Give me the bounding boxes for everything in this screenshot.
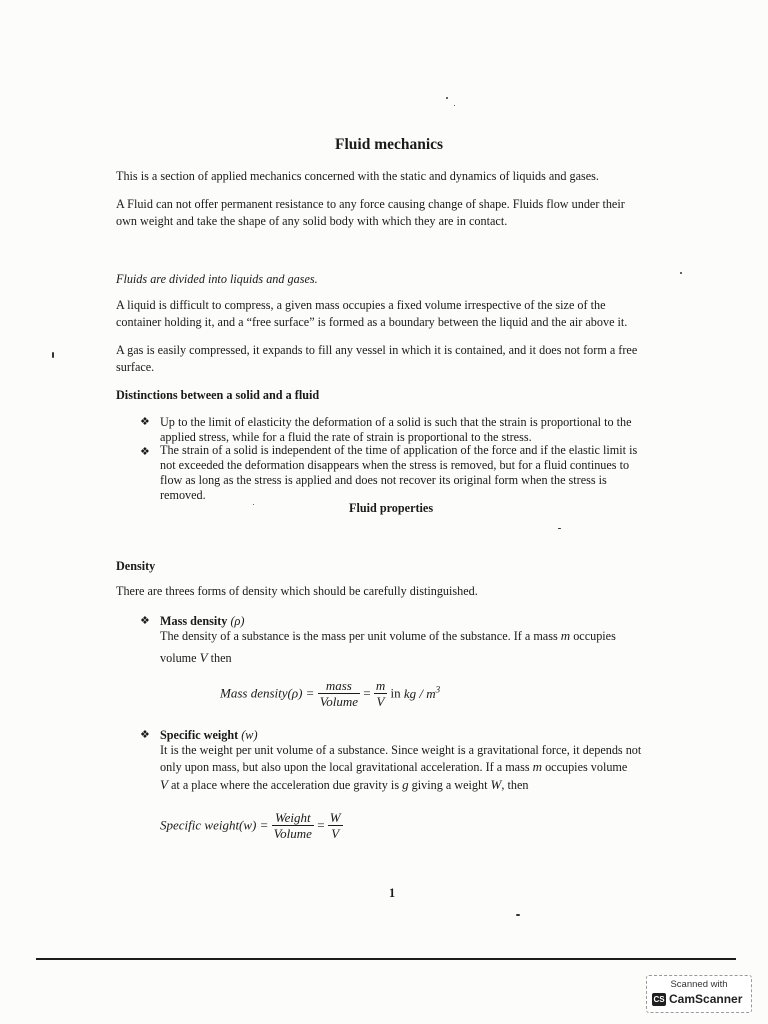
distinctions-heading: Distinctions between a solid and a fluid [116,388,320,402]
gas-line-1: A gas is easily compressed, it expands to fill any vessel in which it is contained, and it does not form a free [116,343,638,357]
scan-speck [558,528,561,529]
divided-statement: Fluids are divided into liquids and gases. [116,272,318,286]
density-intro: There are threes forms of density which should be carefully distinguished. [116,584,478,598]
specific-weight-heading [160,727,258,743]
gas-line-2: surface. [116,360,155,374]
var-v: V [199,650,208,665]
distinction-2-line-2: not exceeded the deformation disappears when the stress is removed, but for a fluid continues to [160,458,630,472]
fraction-w-v [328,810,343,841]
page-number: 1 [389,886,396,900]
mass-density-line-1 [160,628,616,644]
w-symbol: (w) [241,728,258,742]
fraction-numerator: Weight [272,810,314,826]
fraction-numerator: m [375,678,386,693]
mass-density-heading [160,613,244,629]
scan-speck [253,504,254,505]
scan-speck [454,105,455,106]
fraction-mass-volume [318,678,360,709]
fluid-properties-heading: Fluid properties [349,501,434,515]
specific-weight-line-3 [160,777,528,793]
liquid-line-1: A liquid is difficult to compress, a given mass occupies a fixed volume irrespective of the size of the [116,298,606,312]
liquid-line-2: container holding it, and a “free surface” is formed as a boundary between the liquid and the air above it. [116,315,628,329]
scan-speck [446,97,448,99]
equation-lhs: Specific weight(w) = [160,817,269,833]
mass-density-equation [220,678,440,709]
equation-unit [404,686,440,701]
mass-density-text: then [210,651,232,665]
mass-density-line-2 [160,650,232,666]
watermark-caption: Scanned with [670,979,728,990]
var-w: W [490,777,502,792]
specific-weight-equation [160,810,343,841]
intro-paragraph-2-line-2: own weight and take the shape of any solid body with which they are in contact. [116,214,508,228]
var-v: V [160,777,168,792]
specific-weight-line-2 [160,759,627,775]
watermark-brand: CamScanner [669,992,743,1006]
mass-density-text: occupies [573,629,616,643]
scan-speck [52,352,54,358]
var-g: g [402,777,409,792]
mass-density-label: Mass density [160,614,228,628]
diamond-bullet-icon: ❖ [140,446,150,458]
distinction-1-line-2: applied stress, while for a fluid the rate of strain is proportional to the stress. [160,430,532,444]
fraction-m-v [374,678,387,709]
unit-text: kg / m [403,686,436,702]
specific-weight-line-1: It is the weight per unit volume of a substance. Since weight is a gravitational force, it depends not [160,743,642,757]
fraction-denominator: Volume [273,826,312,841]
camscanner-watermark [646,975,752,1013]
fraction-denominator: V [376,694,385,709]
distinction-2-line-1: The strain of a solid is independent of the time of application of the force and if the elastic limit is [160,443,638,457]
diamond-bullet-icon: ❖ [140,615,150,627]
distinction-2-line-3: flow as long as the stress is applied and does not recover its original form when the stress is [160,473,607,487]
intro-paragraph-1: This is a section of applied mechanics concerned with the static and dynamics of liquids and gases. [116,169,599,183]
distinction-1-line-1: Up to the limit of elasticity the deformation of a solid is such that the strain is proportional to the [160,415,632,429]
diamond-bullet-icon: ❖ [140,416,150,428]
density-heading: Density [116,559,156,573]
fraction-denominator: Volume [319,694,358,709]
camscanner-logo-icon: CS [653,995,665,1004]
fraction-weight-volume [272,810,314,841]
page-title: Fluid mechanics [335,136,444,153]
equals-sign: = [363,685,371,701]
unit-exponent: 3 [435,684,441,695]
specific-weight-text: occupies volume [545,760,628,774]
specific-weight-text: only upon mass, but also upon the local gravitational acceleration. If a mass [160,760,530,774]
page-bottom-edge [36,958,736,960]
var-m: m [532,759,543,774]
specific-weight-text: giving a weight [411,778,488,792]
scan-speck [516,914,520,916]
fraction-numerator: mass [318,678,360,694]
mass-density-text: The density of a substance is the mass per unit volume of the substance. If a mass [160,629,558,643]
equals-sign: = [317,817,325,833]
equation-lhs: Mass density(ρ) = [220,685,315,701]
distinction-2-line-4: removed. [160,488,206,502]
scan-speck [680,272,682,274]
fraction-numerator: W [329,810,341,825]
equation-in: in [390,685,401,701]
specific-weight-text: at a place where the acceleration due gravity is [171,778,400,792]
intro-paragraph-2-line-1: A Fluid can not offer permanent resistance to any force causing change of shape. Fluids flow under their [116,197,625,211]
rho-symbol: (ρ) [230,614,245,628]
var-m: m [560,628,571,643]
specific-weight-label: Specific weight [160,728,239,742]
fraction-denominator: V [331,826,340,841]
specific-weight-text: , then [501,778,529,792]
mass-density-text: volume [160,651,197,665]
diamond-bullet-icon: ❖ [140,729,150,741]
